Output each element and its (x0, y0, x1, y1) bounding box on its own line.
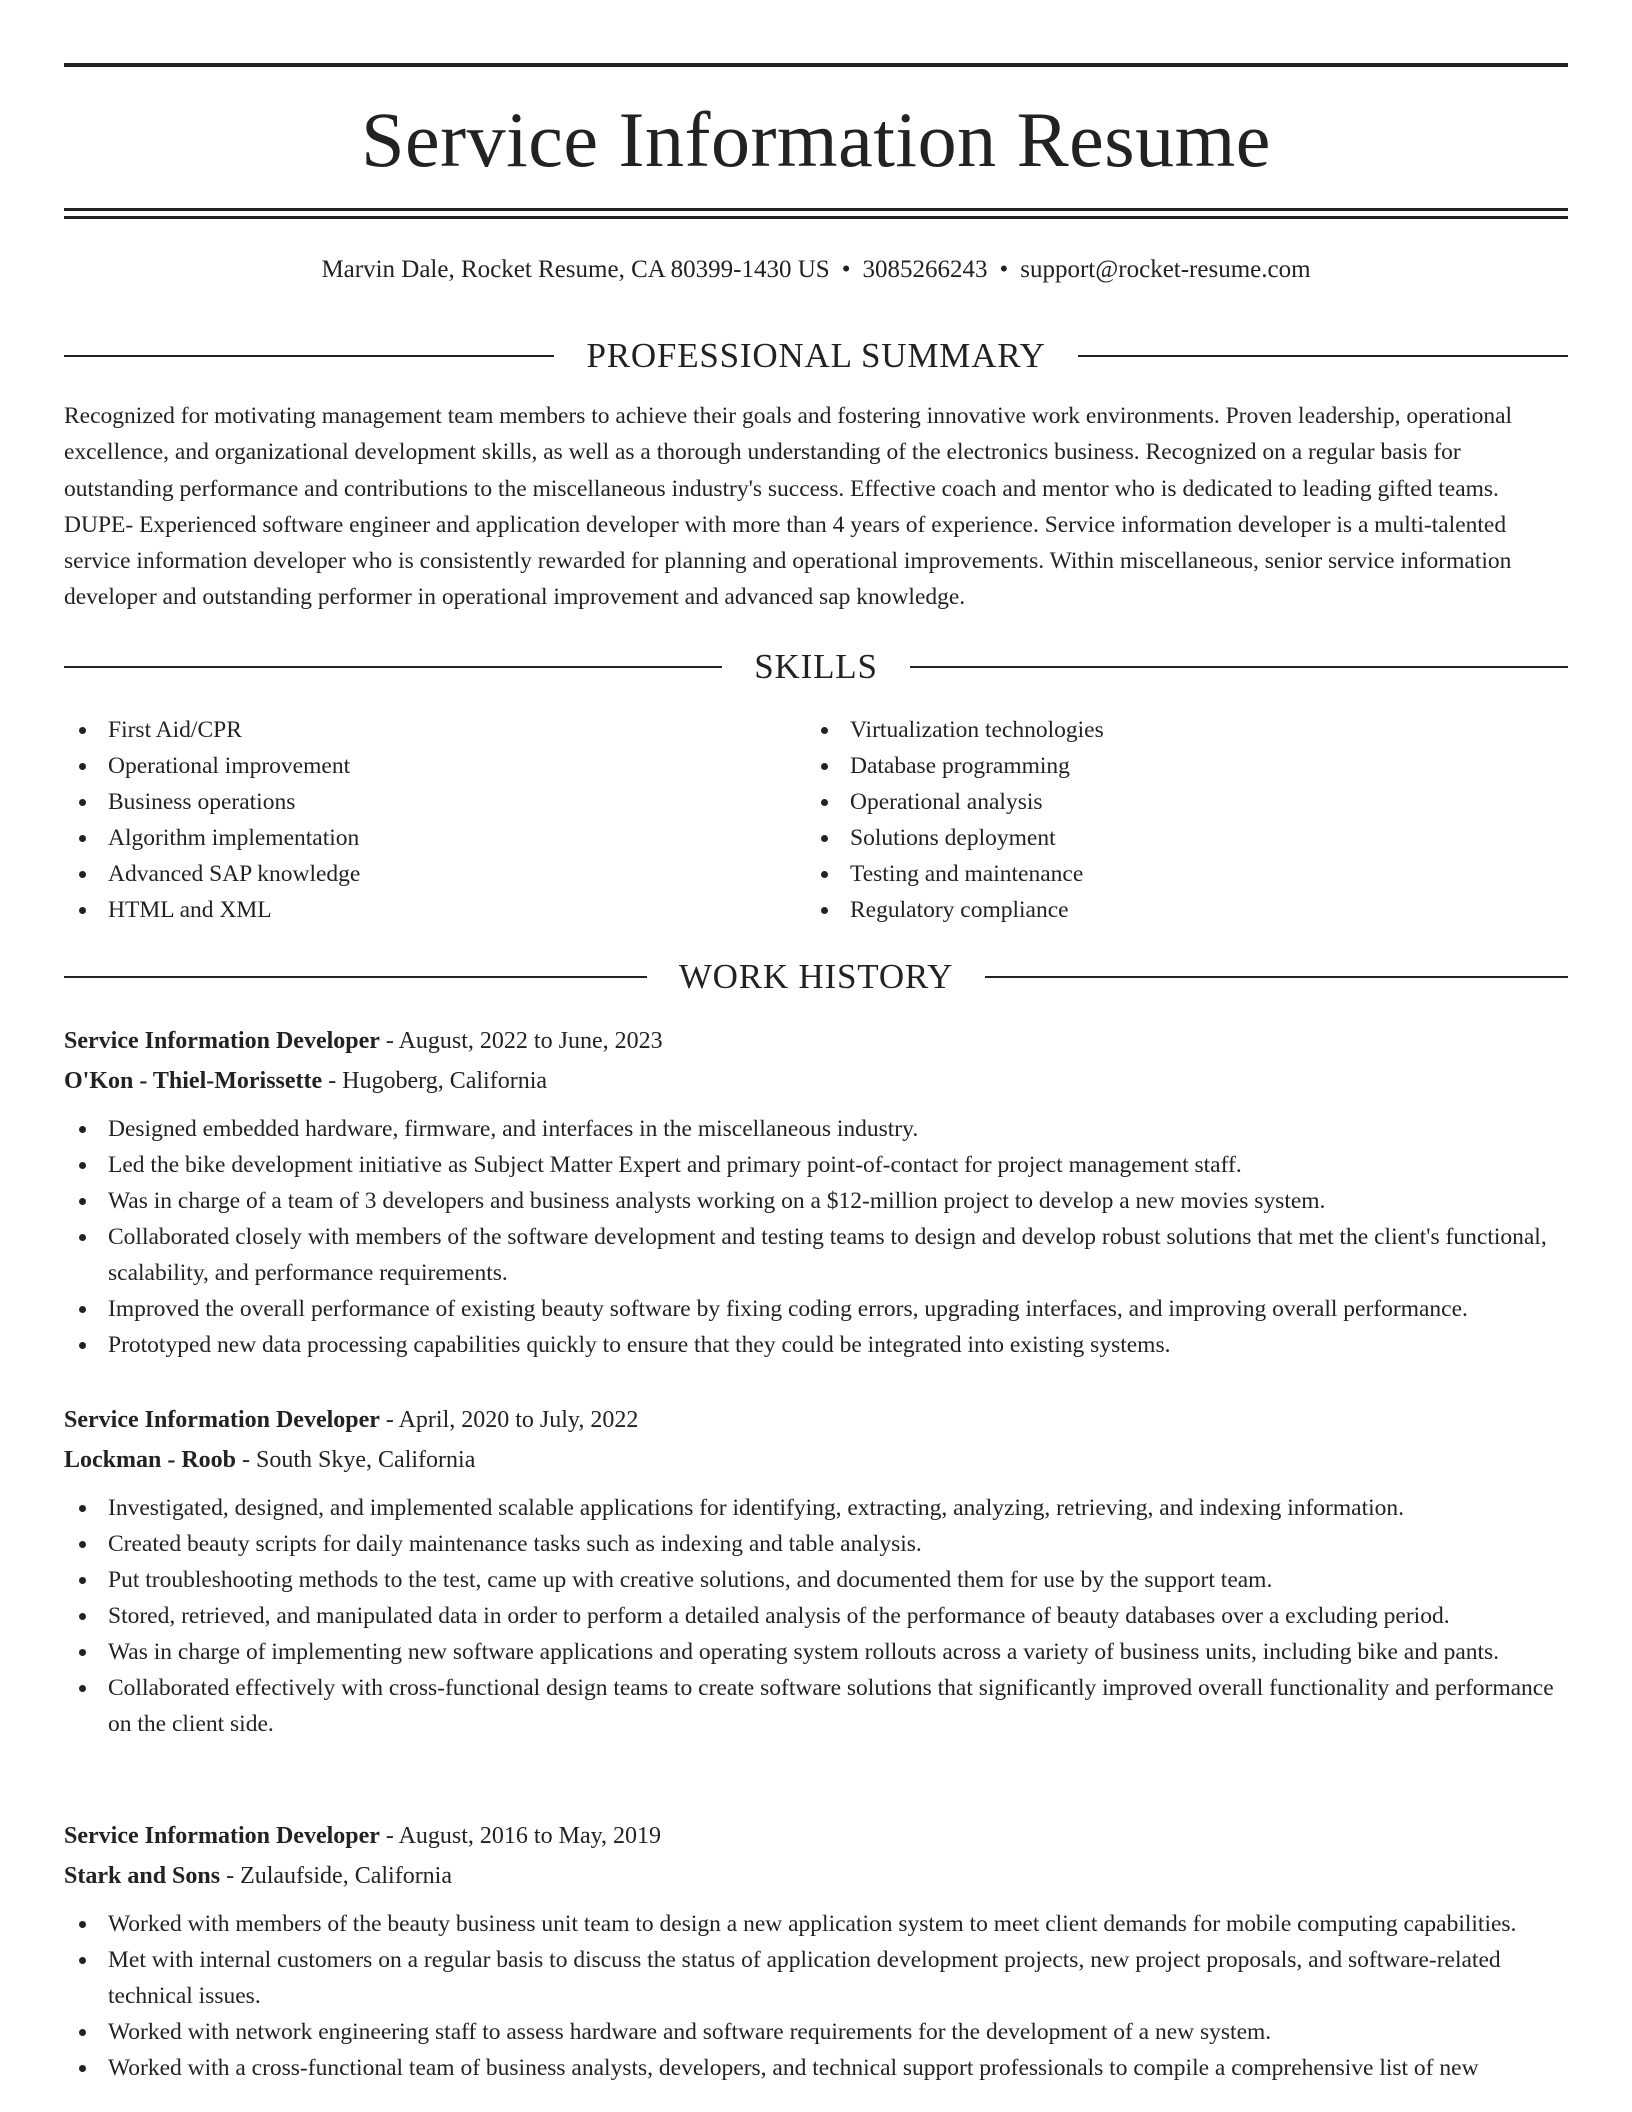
job-bullet: Put troubleshooting methods to the test, came up with creative solutions, and documented them for use by the support team. (64, 1562, 1568, 1598)
skill-item: HTML and XML (64, 892, 806, 928)
skills-list (64, 712, 1568, 928)
work-heading: WORK HISTORY (678, 957, 954, 996)
job-bullets (64, 1906, 1568, 2086)
section-rule-left (64, 976, 647, 978)
job-location: - Zulaufside, California (220, 1863, 453, 1889)
job-bullet: Prototyped new data processing capabilities quickly to ensure that they could be integrated into existing systems. (64, 1327, 1568, 1363)
job-bullet: Investigated, designed, and implemented scalable applications for identifying, extracting, analyzing, retrieving, and indexing information. (64, 1490, 1568, 1526)
job-bullet: Met with internal customers on a regular basis to discuss the status of application development projects, new project proposals, and software-related technical issues. (64, 1942, 1568, 2014)
skill-item: Operational analysis (806, 784, 1548, 820)
skill-item: Virtualization technologies (806, 712, 1548, 748)
job-entry (64, 1400, 1568, 1742)
top-rule (64, 63, 1568, 67)
job-entry (64, 1021, 1568, 1363)
job-title-line (64, 1816, 1568, 1856)
title-rule-lower (64, 216, 1568, 219)
section-rule-left (64, 355, 554, 357)
skill-item: Database programming (806, 748, 1548, 784)
contact-phone: 3085266243 (862, 256, 988, 283)
skill-item: Operational improvement (64, 748, 806, 784)
job-bullet: Was in charge of a team of 3 developers and business analysts working on a $12-million project to develop a new movies system. (64, 1183, 1568, 1219)
contact-separator: • (841, 256, 851, 283)
contact-address: Marvin Dale, Rocket Resume, CA 80399-1430 US (321, 256, 830, 283)
skill-item: Algorithm implementation (64, 820, 806, 856)
job-location: - Hugoberg, California (322, 1068, 548, 1094)
job-bullet: Designed embedded hardware, firmware, and interfaces in the miscellaneous industry. (64, 1111, 1568, 1147)
contact-line (64, 252, 1568, 288)
skill-item: Business operations (64, 784, 806, 820)
job-company-line (64, 1440, 1568, 1480)
section-rule-left (64, 666, 722, 668)
job-dates: - August, 2022 to June, 2023 (379, 1028, 663, 1054)
job-bullet: Improved the overall performance of existing beauty software by fixing coding errors, upgrading interfaces, and improving overall performance. (64, 1291, 1568, 1327)
job-dates: - April, 2020 to July, 2022 (379, 1407, 639, 1433)
skill-item: First Aid/CPR (64, 712, 806, 748)
job-bullet: Created beauty scripts for daily maintenance tasks such as indexing and table analysis. (64, 1526, 1568, 1562)
skills-column-right (806, 712, 1548, 928)
job-bullets (64, 1490, 1568, 1742)
section-rule-right (1078, 355, 1568, 357)
job-title-line (64, 1021, 1568, 1061)
title-rule-upper (64, 208, 1568, 211)
job-bullet: Collaborated closely with members of the software development and testing teams to design and develop robust solutions that met the client's functional, scalability, and performance requirements. (64, 1219, 1568, 1291)
skills-section-header (64, 645, 1568, 689)
work-section-header (64, 955, 1568, 999)
summary-heading: PROFESSIONAL SUMMARY (586, 336, 1046, 375)
job-company: Stark and Sons (64, 1863, 221, 1889)
job-company-line (64, 1061, 1568, 1101)
job-title: Service Information Developer (64, 1407, 380, 1433)
skill-item: Advanced SAP knowledge (64, 856, 806, 892)
job-title: Service Information Developer (64, 1823, 380, 1849)
section-rule-right (910, 666, 1568, 668)
job-company: O'Kon - Thiel-Morissette (64, 1068, 323, 1094)
job-bullet: Worked with members of the beauty business unit team to design a new application system to meet client demands for mobile computing capabilities. (64, 1906, 1568, 1942)
summary-section-header (64, 334, 1568, 378)
summary-text: Recognized for motivating management team members to achieve their goals and fostering innovative work environments. Proven leadership, operational excellence, and organizational development skills, as well as a thorough understanding of the electronics business. Recognized on a regular basis for outstanding performance and contributions to the miscellaneous industry's success. Effective coach and mentor who is dedicated to leading gifted teams. DUPE- Experienced software engineer and application developer with more than 4 years of experience. Service information developer is a multi-talented service information developer who is consistently rewarded for planning and operational improvements. Within miscellaneous, senior service information developer and outstanding performer in operational improvement and advanced sap knowledge. (64, 403, 1513, 611)
skill-item: Regulatory compliance (806, 892, 1548, 928)
skill-item: Solutions deployment (806, 820, 1548, 856)
job-bullet: Collaborated effectively with cross-functional design teams to create software solutions that significantly improved overall functionality and performance on the client side. (64, 1670, 1568, 1742)
skills-column-left (64, 712, 806, 928)
job-bullet: Was in charge of implementing new software applications and operating system rollouts across a variety of business units, including bike and pants. (64, 1634, 1568, 1670)
job-company-line (64, 1856, 1568, 1896)
job-bullet: Worked with a cross-functional team of business analysts, developers, and technical support professionals to compile a comprehensive list of new (64, 2050, 1568, 2086)
job-bullet: Stored, retrieved, and manipulated data in order to perform a detailed analysis of the performance of beauty databases over a excluding period. (64, 1598, 1568, 1634)
job-dates: - August, 2016 to May, 2019 (379, 1823, 662, 1849)
resume-title: Service Information Resume (361, 96, 1271, 183)
job-bullet: Led the bike development initiative as Subject Matter Expert and primary point-of-contact for project management staff. (64, 1147, 1568, 1183)
section-rule-right (985, 976, 1568, 978)
contact-email[interactable]: support@rocket-resume.com (1020, 256, 1311, 283)
job-title-line (64, 1400, 1568, 1440)
job-bullet: Worked with network engineering staff to assess hardware and software requirements for the development of a new system. (64, 2014, 1568, 2050)
job-title: Service Information Developer (64, 1028, 380, 1054)
job-location: - South Skye, California (236, 1447, 476, 1473)
job-company: Lockman - Roob (64, 1447, 237, 1473)
skill-item: Testing and maintenance (806, 856, 1548, 892)
contact-separator: • (999, 256, 1009, 283)
job-bullets (64, 1111, 1568, 1363)
skills-heading: SKILLS (754, 647, 878, 686)
job-entry (64, 1816, 1568, 2086)
